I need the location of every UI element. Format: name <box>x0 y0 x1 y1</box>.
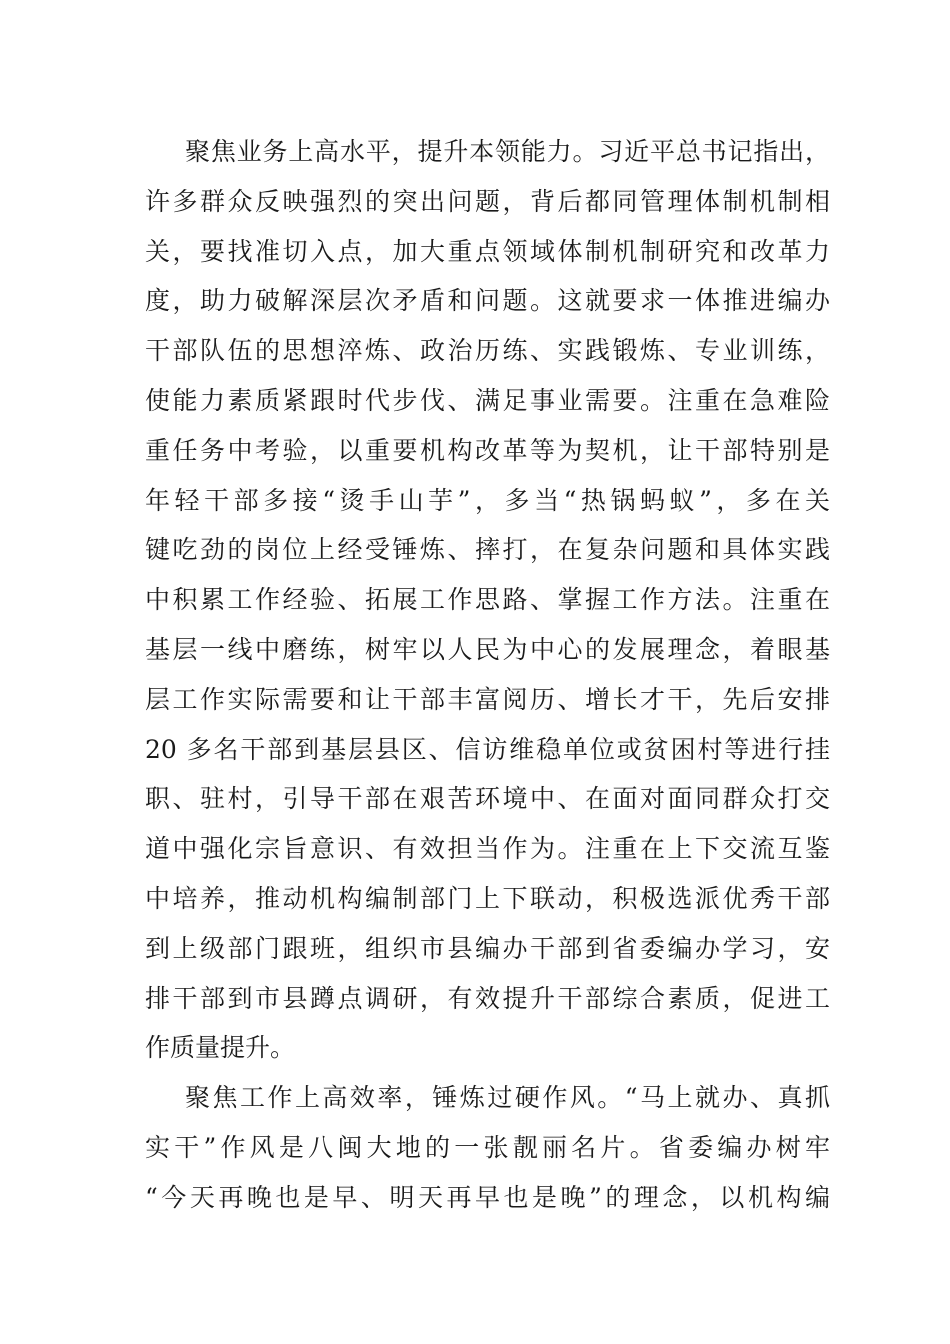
text-line: 键吃劲的岗位上经受锤炼、摔打，在复杂问题和具体实践 <box>145 535 830 565</box>
text-line: 年轻干部多接“烫手山芋”，多当“热锅蚂蚁”，多在关 <box>145 485 830 515</box>
paragraph-1 <box>145 127 830 1073</box>
text-line: 聚焦业务上高水平，提升本领能力。习近平总书记指出， <box>185 137 830 166</box>
text-line: 关，要找准切入点，加大重点领域体制机制研究和改革力 <box>145 236 830 266</box>
document-body <box>145 127 830 1223</box>
text-line: 聚焦工作上高效率，锤炼过硬作风。“马上就办、真抓 <box>185 1083 830 1113</box>
text-line: 职、驻村，引导干部在艰苦环境中、在面对面同群众打交 <box>145 784 830 814</box>
text-line: 基层一线中磨练，树牢以人民为中心的发展理念，着眼基 <box>145 634 830 664</box>
text-line: 20 多名干部到基层县区、信访维稳单位或贫困村等进行挂 <box>145 734 830 764</box>
text-line: 许多群众反映强烈的突出问题，背后都同管理体制机制相 <box>145 186 830 216</box>
text-line: 使能力素质紧跟时代步伐、满足事业需要。注重在急难险 <box>145 385 830 415</box>
text-line: 到上级部门跟班，组织市县编办干部到省委编办学习，安 <box>145 933 830 963</box>
text-line: 中积累工作经验、拓展工作思路、掌握工作方法。注重在 <box>145 585 830 615</box>
text-line: 实干”作风是八闽大地的一张靓丽名片。省委编办树牢 <box>145 1132 830 1162</box>
text-line: 度，助力破解深层次矛盾和问题。这就要求一体推进编办 <box>145 286 830 316</box>
text-line: “今天再晚也是早、明天再早也是晚”的理念，以机构编 <box>145 1182 830 1212</box>
text-line: 重任务中考验，以重要机构改革等为契机，让干部特别是 <box>145 435 830 465</box>
text-line: 干部队伍的思想淬炼、政治历练、实践锻炼、专业训练， <box>145 336 830 366</box>
paragraph-2 <box>145 1073 830 1222</box>
text-line: 作质量提升。 <box>145 1033 296 1063</box>
text-line: 排干部到市县蹲点调研，有效提升干部综合素质，促进工 <box>145 983 830 1013</box>
text-line: 层工作实际需要和让干部丰富阅历、增长才干，先后安排 <box>145 684 830 714</box>
text-line: 道中强化宗旨意识、有效担当作为。注重在上下交流互鉴 <box>145 834 830 864</box>
text-line: 中培养，推动机构编制部门上下联动，积极选派优秀干部 <box>145 883 830 913</box>
